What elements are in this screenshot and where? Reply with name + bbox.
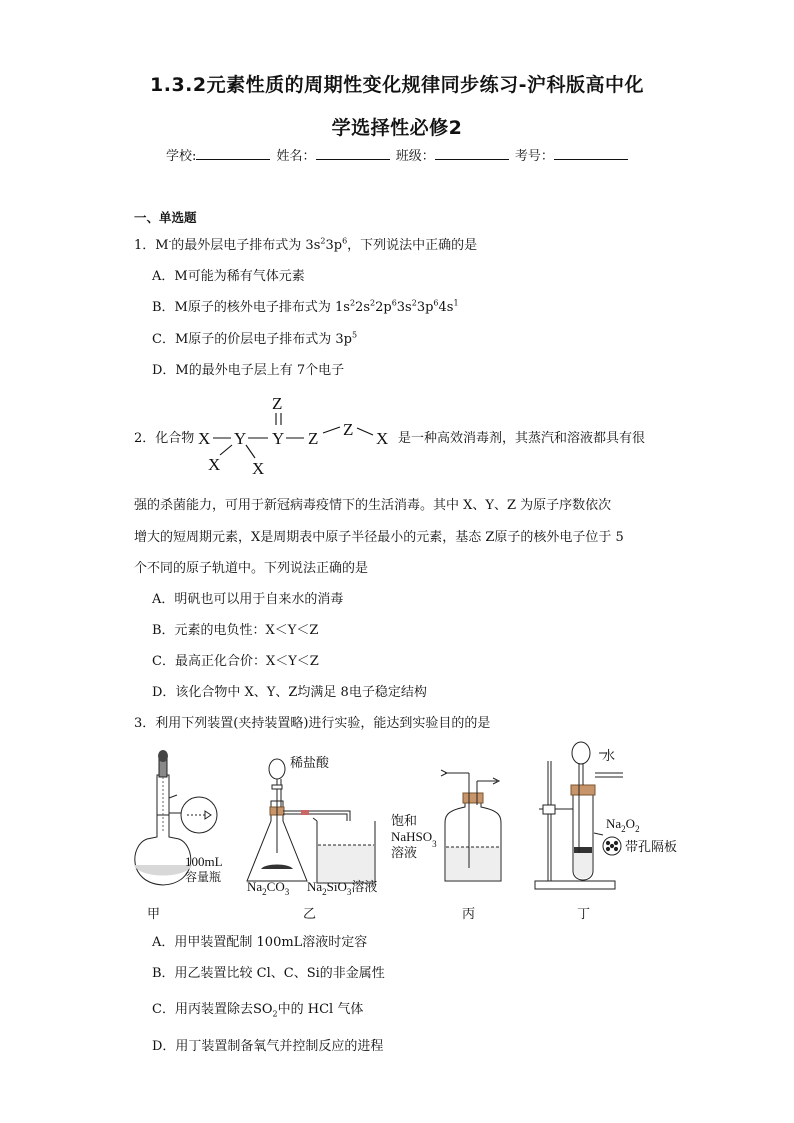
q2-option-b[interactable]: B．元素的电负性：X＜Y＜Z <box>152 623 319 638</box>
class-label: 班级： <box>395 149 435 164</box>
q1-b-sup: 1 <box>453 298 459 308</box>
atom-y: Y <box>234 429 247 448</box>
beaker-icon <box>313 818 375 883</box>
number-blank[interactable] <box>554 147 628 160</box>
q1-b-orb: 3s <box>396 300 412 315</box>
q2-stem-line3: 增大的短周期元素，X是周期表中原子半径最小的元素，基态 Z原子的核外电子位于 5 <box>134 530 624 545</box>
label-na2sio3: $Na_2SiO_3$溶液 <box>307 879 378 897</box>
q1-stem <box>134 234 477 253</box>
q3-option-d[interactable]: D．用丁装置制备氧气并控制反应的进程 <box>152 1039 384 1054</box>
label-nahso3: NaHSO$_3$ <box>391 829 437 849</box>
atom-x: X <box>198 429 211 448</box>
q1-b-orb: 3p <box>416 300 434 315</box>
q3-option-c-prefix: C．用丙装置除去 <box>152 1002 253 1017</box>
q2-option-a[interactable]: A．明矾也可以用于自来水的消毒 <box>152 592 344 607</box>
label-acid: 稀盐酸 <box>290 756 330 771</box>
q1-b-sup: 6 <box>433 298 439 308</box>
q2-stem-line4: 个不同的原子轨道中。下列说法正确的是 <box>134 561 369 576</box>
label-flask-volume: 100mL <box>185 854 223 869</box>
label-flask-name: 容量瓶 <box>185 870 222 884</box>
q2-option-c[interactable]: C．最高正化合价：X＜Y＜Z <box>152 654 319 669</box>
label-perforated-plate: 带孔隔板 <box>625 840 678 855</box>
q1-option-b[interactable] <box>152 296 459 315</box>
q1-option-c-prefix: C．M原子的价层电子排布式为 3p <box>152 332 352 347</box>
q1-sup-6: 6 <box>342 236 348 246</box>
q2-stem-prefix: 2．化合物 <box>134 431 195 446</box>
q1-b-sup: 2 <box>349 298 356 308</box>
q1-stem-prefix: 1．M <box>134 238 169 253</box>
q1-b-sup: 2 <box>370 298 376 308</box>
q1-option-c[interactable] <box>152 328 357 347</box>
name-blank[interactable] <box>316 147 390 160</box>
q1-option-d[interactable]: D．M的最外电子层上有 7个电子 <box>152 363 345 378</box>
atom-x: X <box>252 459 265 476</box>
q3-option-b[interactable]: B．用乙装置比较 Cl、C、Si的非金属性 <box>152 966 385 981</box>
q1-stem-end: ，下列说法中正确的是 <box>347 238 478 253</box>
section-heading: 一、单选题 <box>134 210 197 225</box>
label-yi: 乙 <box>303 907 317 922</box>
label-bing: 丙 <box>462 907 476 922</box>
q1-b-sup: 2 <box>411 298 417 308</box>
atom-z: Z <box>343 420 354 439</box>
school-label: 学校: <box>166 149 197 164</box>
q3-stem: 3．利用下列装置(夹持装置略)进行实验，能达到实验目的的是 <box>134 716 491 731</box>
q1-b-orb: 2s <box>355 300 370 315</box>
atom-z: Z <box>272 394 283 413</box>
q1-b-orb: 4s <box>438 300 454 315</box>
so2-formula: SO <box>252 1002 273 1017</box>
atom-x: X <box>376 429 389 448</box>
q1-option-b-prefix: B．M原子的核外电子排布式为 1s <box>152 300 350 315</box>
label-na2co3: $Na_2CO_3$ <box>247 879 290 897</box>
label-saturated: 饱和 <box>391 814 418 829</box>
page-title-line2: 学选择性必修2 <box>331 117 463 139</box>
structural-formula <box>196 392 396 476</box>
apparatus-figure <box>125 733 705 928</box>
student-info-line <box>166 145 630 164</box>
label-water: 水 <box>602 749 616 764</box>
q1-charge: - <box>168 236 172 246</box>
class-blank[interactable] <box>435 147 509 160</box>
number-label: 考号： <box>514 149 554 164</box>
label-na2o2: $Na_2O_2$ <box>606 816 640 834</box>
q1-c-sup: 5 <box>351 330 358 340</box>
atom-z: Z <box>308 429 319 448</box>
gas-washing-bottle-icon <box>441 770 501 881</box>
atom-x: X <box>208 455 221 474</box>
school-blank[interactable] <box>196 147 270 160</box>
q2-stem-line2: 强的杀菌能力，可用于新冠病毒疫情下的生活消毒。其中 X、Y、Z 为原子序数依次 <box>134 498 612 513</box>
atom-y: Y <box>272 429 285 448</box>
label-ding: 丁 <box>577 907 591 922</box>
q1-stem-3p: 3p <box>325 238 343 253</box>
label-jia: 甲 <box>147 907 161 922</box>
q3-option-c-suffix: 中的 HCl 气体 <box>277 1002 364 1017</box>
so2-subscript: 2 <box>272 1009 278 1019</box>
q1-b-orb: 2p <box>375 300 392 315</box>
q2-option-d[interactable]: D．该化合物中 X、Y、Z均满足 8电子稳定结构 <box>152 685 427 700</box>
q1-stem-mid: 的最外层电子排布式为 3s <box>171 238 321 253</box>
q1-sup-2: 2 <box>320 236 326 246</box>
q3-option-c[interactable] <box>152 998 363 1019</box>
q1-option-a[interactable]: A．M可能为稀有气体元素 <box>152 269 305 284</box>
page-title-line1: 1.3.2元素性质的周期性变化规律同步练习-沪科版高中化 <box>150 74 644 96</box>
label-solution: 溶液 <box>391 846 418 861</box>
q1-b-sup: 6 <box>391 298 397 308</box>
q3-option-a[interactable]: A．用甲装置配制 100mL溶液时定容 <box>152 935 368 950</box>
name-label: 姓名： <box>276 149 316 164</box>
q2-stem-after: 是一种高效消毒剂，其蒸汽和溶液都具有很 <box>398 431 646 446</box>
